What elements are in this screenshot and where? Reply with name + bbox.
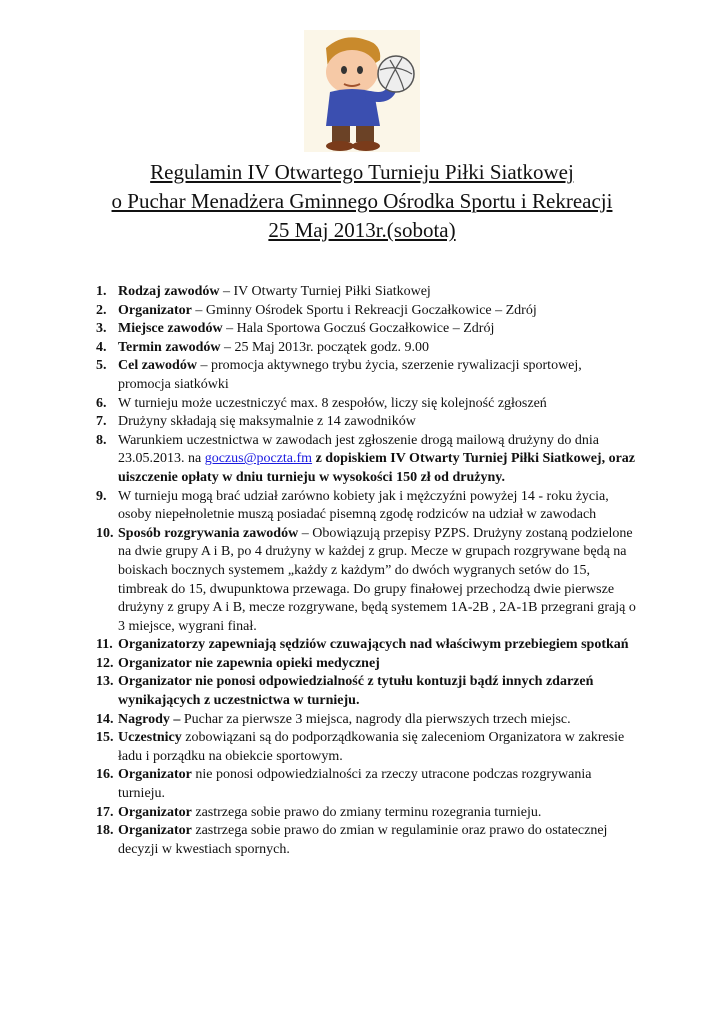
rule-item: 15. Uczestnicy zobowiązani są do podporządkowania się zaleceniom Organizatora w zakresie ładu i porządku na obiekcie sportowym. — [96, 730, 625, 764]
boy-with-volleyball-icon — [304, 30, 420, 152]
rule-item: 9. W turnieju mogą brać udział zarówno kobiety jak i mężczyźni powyżej 14 - roku życia, osoby niepełnoletnie muszą posiadać pisemną zgodę rodziców na udział w zawodach — [96, 488, 609, 523]
rule-item: 16. Organizator nie ponosi odpowiedzialności za rzeczy utracone podczas rozgrywania turnieju. — [96, 767, 592, 802]
rule-item: 13. Organizator nie ponosi odpowiedzialność z tytułu kontuzji bądź innych zdarzeń wynikających z uczestnictwa w turnieju. — [96, 674, 594, 709]
rule-item: 3. Miejsce zawodów – Hala Sportowa Goczuś Goczałkowice – Zdrój — [96, 321, 495, 337]
title-line-3: 25 Maj 2013r.(sobota) — [268, 218, 456, 242]
rule-item: 11. Organizatorzy zapewniają sędziów czuwających nad właściwym przebiegiem spotkań — [96, 637, 629, 653]
rule-item: 5. Cel zawodów – promocja aktywnego trybu życia, szerzenie rywalizacji sportowej, promocja siatkówki — [96, 358, 582, 392]
title-line-2: o Puchar Menadżera Gminnego Ośrodka Sportu i Rekreacji — [111, 189, 613, 213]
email-link[interactable]: goczus@poczta.fm — [204, 451, 313, 467]
rule-item: 7. Drużyny składają się maksymalnie z 14 zawodników — [96, 414, 416, 430]
rule-item: 1. Rodzaj zawodów – IV Otwarty Turniej Piłki Siatkowej — [96, 284, 431, 299]
rule-item: 14. Nagrody – Puchar za pierwsze 3 miejsca, nagrody dla pierwszych trzech miejsc. — [96, 711, 571, 727]
rule-item: 8. Warunkiem uczestnictwa w zawodach jest zgłoszenie drogą mailową drużyny do dnia 23.05.2013. na goczus@poczta.fm z dopiskiem IV Otwarty Turniej Piłki Siatkowej, oraz uiszczenie opłaty w dniu turnieju w wysokości 150 zł od drużyny. — [96, 432, 635, 485]
rule-item: 10. Sposób rozgrywania zawodów – Obowiązują przepisy PZPS. Drużyny zostaną podzielone na dwie grupy A i B, po 4 drużyny w każdej z grup. Mecze w grupach rozgrywane będą na boiskach bocznych systemem „każdy z każdym” do dwóch wygranych setów do 15, timbreak do 15, dwupunktowa przewaga. Do grupy finałowej przechodzą dwie pierwsze drużyny z grupy A i B, mecze rozgrywane, będą systemem 1A-2B , 2A-1B przegrani grają o 3 miejsce, wygrani finał. — [96, 525, 636, 634]
rules-list — [96, 283, 636, 859]
rule-item: 2. Organizator – Gminny Ośrodek Sportu i Rekreacji Goczałkowice – Zdrój — [96, 302, 537, 318]
rule-item: 4. Termin zawodów – 25 Maj 2013r. początek godz. 9.00 — [96, 339, 429, 355]
title-line-1: Regulamin IV Otwartego Turnieju Piłki Siatkowej — [150, 160, 574, 184]
rule-item: 18. Organizator zastrzega sobie prawo do zmian w regulaminie oraz prawo do ostatecznej decyzji w kwestiach spornych. — [96, 823, 608, 857]
rule-item: 17. Organizator zastrzega sobie prawo do zmiany terminu rozegrania turnieju. — [96, 804, 542, 820]
rule-item: 6. W turnieju może uczestniczyć max. 8 zespołów, liczy się kolejność zgłoszeń — [96, 395, 547, 411]
rule-item: 12. Organizator nie zapewnia opieki medycznej — [96, 655, 380, 671]
